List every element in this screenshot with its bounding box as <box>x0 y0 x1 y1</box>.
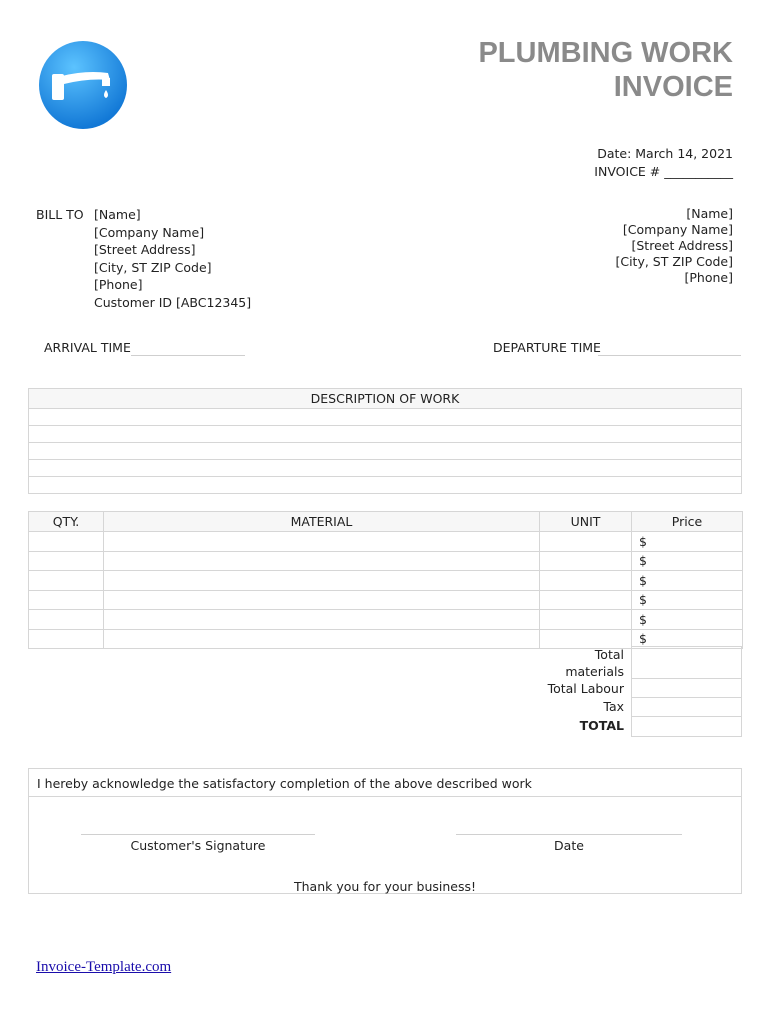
faucet-logo-icon <box>38 40 128 130</box>
date-signature-line[interactable] <box>456 834 682 835</box>
material-cell[interactable] <box>104 571 540 591</box>
bill-to-street: [Street Address] <box>94 242 196 257</box>
material-cell[interactable] <box>104 629 540 649</box>
grand-total-cell[interactable] <box>632 717 742 737</box>
tax-cell[interactable] <box>632 698 742 717</box>
totals-table <box>631 646 742 737</box>
material-cell[interactable] <box>104 590 540 610</box>
price-cell[interactable]: $ <box>632 629 743 649</box>
material-cell[interactable] <box>104 532 540 552</box>
invoice-title <box>478 36 733 104</box>
unit-cell[interactable] <box>540 551 632 571</box>
bill-to-phone: [Phone] <box>94 277 143 292</box>
description-table <box>28 388 742 494</box>
totals-labels <box>504 646 624 736</box>
ship-to-company: [Company Name] <box>622 222 733 237</box>
total-labour-cell[interactable] <box>632 679 742 698</box>
unit-cell[interactable] <box>540 571 632 591</box>
total-materials-cell[interactable] <box>632 647 742 679</box>
description-row[interactable] <box>29 426 742 443</box>
qty-cell[interactable] <box>29 532 104 552</box>
bill-to-name: [Name] <box>94 207 141 222</box>
date-signature-label: Date <box>554 838 584 853</box>
price-cell[interactable]: $ <box>632 551 743 571</box>
table-row <box>29 590 743 610</box>
qty-cell[interactable] <box>29 571 104 591</box>
description-row[interactable] <box>29 477 742 494</box>
invoice-number: INVOICE # ___________ <box>594 164 733 179</box>
acknowledgement-text: I hereby acknowledge the satisfactory completion of the above described work <box>37 776 532 791</box>
total-labour-label: Total Labour <box>547 681 624 696</box>
qty-cell[interactable] <box>29 590 104 610</box>
qty-header: QTY. <box>29 512 104 532</box>
unit-header: UNIT <box>540 512 632 532</box>
material-cell[interactable] <box>104 551 540 571</box>
bill-to-company: [Company Name] <box>94 224 205 240</box>
material-cell[interactable] <box>104 610 540 630</box>
description-row[interactable] <box>29 409 742 426</box>
unit-cell[interactable] <box>540 532 632 552</box>
qty-cell[interactable] <box>29 610 104 630</box>
acknowledgement-box <box>28 768 742 894</box>
description-row[interactable] <box>29 460 742 477</box>
price-cell[interactable]: $ <box>632 532 743 552</box>
table-row <box>29 551 743 571</box>
thank-you-text: Thank you for your business! <box>293 879 477 894</box>
arrival-time-label: ARRIVAL TIME <box>44 340 131 355</box>
departure-time-label: DEPARTURE TIME <box>493 340 601 355</box>
unit-cell[interactable] <box>540 610 632 630</box>
qty-cell[interactable] <box>29 551 104 571</box>
total-materials-label-2: materials <box>565 664 624 679</box>
customer-signature-label: Customer's Signature <box>130 838 266 853</box>
grand-total-label: TOTAL <box>579 718 624 733</box>
acknowledgement-header <box>29 769 741 797</box>
invoice-template-link[interactable]: Invoice-Template.com <box>36 959 172 975</box>
bill-to-label: BILL TO <box>36 207 84 222</box>
ship-to-name: [Name] <box>686 206 733 221</box>
ship-to-street: [Street Address] <box>631 238 733 253</box>
price-cell[interactable]: $ <box>632 571 743 591</box>
price-cell[interactable]: $ <box>632 610 743 630</box>
title-line-1: PLUMBING WORK <box>478 37 733 69</box>
unit-cell[interactable] <box>540 590 632 610</box>
ship-to-city: [City, ST ZIP Code] <box>615 254 733 269</box>
departure-time-field[interactable] <box>598 355 741 356</box>
description-row[interactable] <box>29 443 742 460</box>
bill-to-block <box>94 206 251 311</box>
ship-to-phone: [Phone] <box>684 270 733 285</box>
title-line-2: INVOICE <box>613 71 733 103</box>
bill-to-city: [City, ST ZIP Code] <box>94 259 212 275</box>
qty-cell[interactable] <box>29 629 104 649</box>
ship-to-block <box>615 206 733 286</box>
tax-label: Tax <box>603 699 624 714</box>
description-header: DESCRIPTION OF WORK <box>29 389 742 409</box>
invoice-date: Date: March 14, 2021 <box>597 146 733 161</box>
total-materials-label-1: Total <box>594 647 624 662</box>
table-row <box>29 610 743 630</box>
price-cell[interactable]: $ <box>632 590 743 610</box>
price-header: Price <box>632 512 743 532</box>
invoice-meta <box>594 145 733 181</box>
table-row <box>29 571 743 591</box>
arrival-time-field[interactable] <box>131 355 245 356</box>
bill-to-customer-id: Customer ID [ABC12345] <box>94 294 252 310</box>
table-row <box>29 532 743 552</box>
customer-signature-line[interactable] <box>81 834 315 835</box>
material-header: MATERIAL <box>104 512 540 532</box>
materials-table <box>28 511 743 649</box>
